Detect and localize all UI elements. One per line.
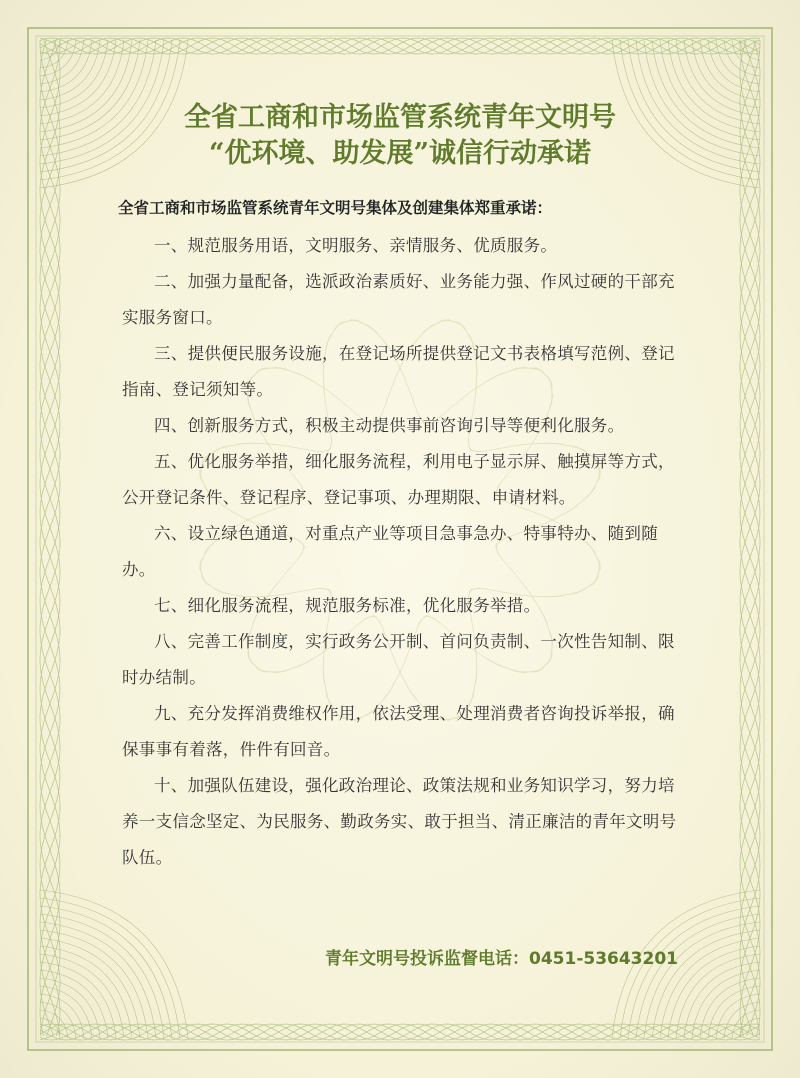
intro-text: 全省工商和市场监管系统青年文明号集体及创建集体郑重承诺： bbox=[118, 199, 553, 217]
commitment-content bbox=[118, 100, 678, 876]
commitment-item-7: 七、细化服务流程，规范服务标准，优化服务举措。 bbox=[154, 596, 541, 615]
title-line-1: 全省工商和市场监管系统青年文明号 bbox=[184, 102, 616, 133]
commitment-item-9: 九、充分发挥消费维权作用，依法受理、处理消费者咨询投诉举报，确保事事有着落，件件有回音。 bbox=[122, 704, 675, 759]
commitment-item-3: 三、提供便民服务设施，在登记场所提供登记文书表格填写范例、登记指南、登记须知等。 bbox=[122, 344, 675, 399]
commitment-item-5: 五、优化服务举措，细化服务流程，利用电子显示屏、触摸屏等方式，公开登记条件、登记程序、登记事项、办理期限、申请材料。 bbox=[122, 452, 675, 507]
commitment-item-1: 一、规范服务用语，文明服务、亲情服务、优质服务。 bbox=[154, 236, 558, 255]
title-line-2: “优环境、助发展”诚信行动承诺 bbox=[208, 138, 592, 169]
commitment-item-4: 四、创新服务方式，积极主动提供事前咨询引导等便利化服务。 bbox=[154, 416, 625, 435]
commitment-item-6: 六、设立绿色通道，对重点产业等项目急事急办、特事特办、随到随办。 bbox=[122, 524, 658, 579]
commitment-item-2: 二、加强力量配备，选派政治素质好、业务能力强、作风过硬的干部充实服务窗口。 bbox=[122, 272, 675, 327]
complaint-hotline: 青年文明号投诉监督电话：0451-53643201 bbox=[325, 949, 678, 969]
commitment-item-10: 十、加强队伍建设，强化政治理论、政策法规和业务知识学习，努力培养一支信念坚定、为民服务、勤政务实、敢于担当、清正廉洁的青年文明号队伍。 bbox=[122, 776, 677, 867]
commitment-list bbox=[122, 228, 678, 876]
commitment-item-8: 八、完善工作制度，实行政务公开制、首问负责制、一次性告知制、限时办结制。 bbox=[122, 632, 675, 687]
